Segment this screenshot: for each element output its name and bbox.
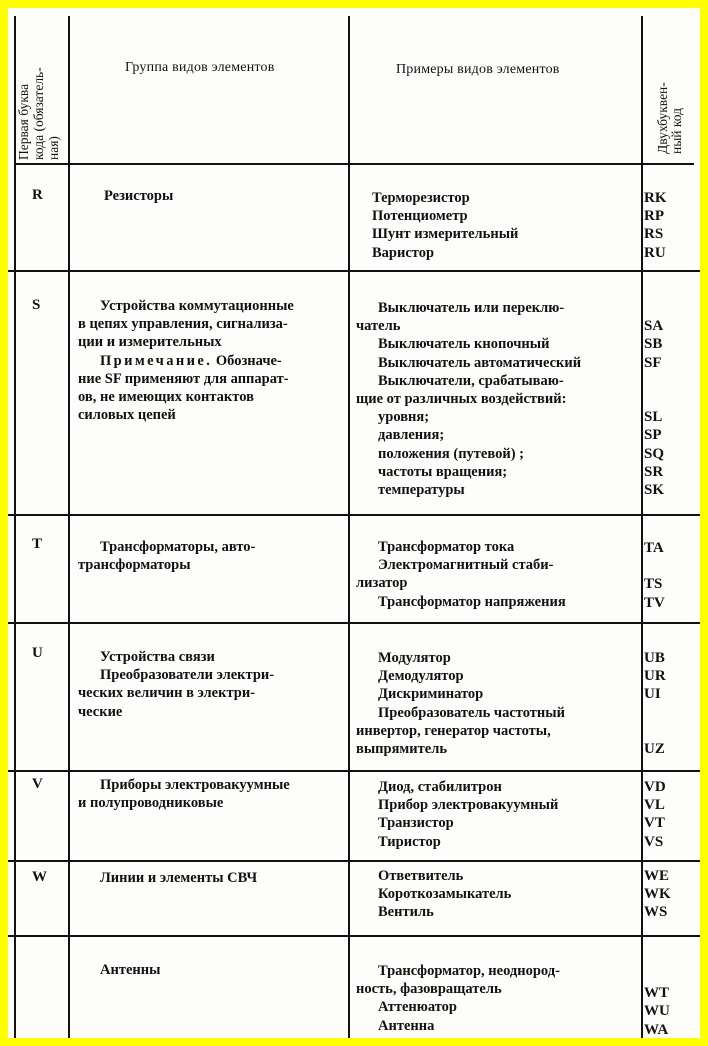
example-line: Потенциометр: [372, 208, 468, 225]
code: WS: [644, 904, 668, 921]
codes-cell: [644, 778, 694, 851]
example-line: Электромагнитный стаби-: [378, 557, 554, 574]
code: TV: [644, 594, 665, 611]
group-cell: [78, 187, 346, 205]
example-line: Ответвитель: [378, 868, 464, 884]
example-line: Прибор электровакуумный: [378, 797, 559, 814]
row-divider: [8, 935, 700, 937]
example-line: Выключатели, срабатываю-: [378, 372, 564, 389]
code: SA: [644, 318, 664, 335]
codes-cell: [644, 867, 694, 922]
group-line: Преобразователи электри-: [100, 667, 275, 684]
first-letter: W: [32, 869, 47, 885]
row-divider: [8, 860, 700, 862]
group-cell: [78, 961, 346, 979]
example-line: Антенна: [378, 1017, 435, 1034]
code: WK: [644, 886, 671, 903]
table-line-col4: [641, 16, 643, 1038]
examples-cell: [356, 778, 636, 851]
group-line: Приборы электровакуумные: [100, 777, 290, 793]
example-line: Терморезистор: [372, 190, 470, 206]
group-cell: [78, 776, 346, 812]
example-line: температуры: [378, 482, 465, 499]
header-divider: [14, 163, 694, 165]
first-letter: T: [32, 536, 43, 552]
code: RU: [644, 244, 666, 261]
group-cell: [78, 538, 346, 574]
code: UI: [644, 686, 661, 703]
example-line: Варистор: [372, 244, 435, 261]
example-line: положения (путевой) ;: [378, 445, 524, 462]
group-line: и полупроводниковые: [78, 795, 224, 812]
example-line: Демодулятор: [378, 668, 464, 685]
example-line: Дискриминатор: [378, 686, 484, 703]
header-examples: Примеры видов элементов: [396, 62, 560, 77]
code: SP: [644, 427, 662, 444]
group-line: Трансформаторы, авто-: [100, 539, 256, 555]
example-line: Выключатель или переклю-: [378, 300, 565, 316]
example-line: Трансформатор, неоднород-: [378, 963, 560, 979]
code: WA: [644, 1021, 669, 1038]
example-line: Выключатель автоматический: [378, 354, 582, 371]
code: SF: [644, 354, 662, 371]
code: SK: [644, 481, 665, 498]
note-text: Обозначе-: [212, 352, 282, 369]
group-line: силовых цепей: [78, 407, 176, 424]
code: UZ: [644, 740, 665, 757]
row-divider: [8, 270, 700, 272]
code: [644, 966, 694, 984]
table-line-left: [14, 16, 16, 1038]
code: RS: [644, 226, 664, 243]
group-cell: [78, 869, 346, 887]
example-line: чатель: [356, 318, 401, 335]
example-line: Тиристор: [378, 833, 441, 850]
example-line: Преобразователь частотный: [378, 704, 565, 721]
example-line: Транзистор: [378, 815, 454, 832]
group-cell: [78, 648, 346, 721]
table-line-col2: [68, 16, 70, 1038]
codes-cell: [644, 299, 694, 499]
header-col1-line: Первая буква: [16, 83, 31, 160]
example-line: лизатор: [356, 575, 408, 592]
code: TA: [644, 540, 664, 556]
example-line: Диод, стабилитрон: [378, 779, 502, 795]
example-line: щие от различных воздействий:: [356, 391, 567, 408]
group-line: в цепях управления, сигнализа-: [78, 316, 288, 333]
example-line: Трансформатор тока: [378, 539, 515, 555]
code: [644, 299, 694, 317]
code: RK: [644, 190, 667, 206]
code: VD: [644, 779, 666, 795]
table-line-col3: [348, 16, 350, 1038]
example-line: ность, фазовращатель: [356, 981, 502, 998]
example-line: частоты вращения;: [378, 463, 508, 480]
code: SB: [644, 336, 663, 353]
example-line: Вентиль: [378, 904, 434, 921]
first-letter: U: [32, 645, 43, 661]
group-line: Устройства коммутационные: [100, 298, 294, 314]
code: VS: [644, 833, 664, 850]
row-divider: [8, 770, 700, 772]
group-line: Устройства связи: [100, 649, 215, 665]
group-line: ов, не имеющих контактов: [78, 389, 254, 406]
example-line: Выключатель кнопочный: [378, 336, 550, 353]
code: SQ: [644, 445, 665, 462]
header-col4-line: Двухбуквен-: [655, 82, 670, 154]
code: VL: [644, 797, 665, 814]
code: RP: [644, 208, 664, 225]
code: SL: [644, 409, 663, 426]
example-line: инвертор, генератор частоты,: [356, 722, 551, 739]
first-letter: S: [32, 297, 41, 313]
code: UR: [644, 668, 666, 685]
example-line: Модулятор: [378, 650, 451, 666]
example-line: Короткозамыкатель: [378, 886, 512, 903]
examples-cell: [356, 867, 636, 922]
note-label: Примечание.: [100, 352, 213, 369]
group-line: Резисторы: [104, 188, 174, 204]
examples-cell: [356, 299, 636, 499]
codes-cell: [644, 966, 694, 1038]
examples-cell: [356, 189, 636, 262]
group-line: трансформаторы: [78, 557, 191, 574]
row-divider: [8, 622, 700, 624]
document-page: [8, 8, 700, 1038]
code: [644, 704, 694, 722]
examples-cell: [356, 649, 636, 758]
header-col4-line: ный код: [669, 108, 684, 154]
first-letter: R: [32, 187, 43, 203]
code: VT: [644, 815, 665, 832]
code: [644, 372, 694, 390]
code: TS: [644, 576, 663, 593]
codes-cell: [644, 649, 694, 758]
first-letter: V: [32, 776, 43, 792]
code: WT: [644, 985, 670, 1002]
group-line: ции и измерительных: [78, 334, 222, 351]
examples-cell: [356, 962, 636, 1035]
header-group: Группа видов элементов: [125, 60, 275, 75]
group-line: ческие: [78, 703, 123, 720]
example-line: давления;: [378, 427, 445, 444]
group-line: Антенны: [100, 962, 161, 978]
code: [644, 557, 694, 575]
code: UB: [644, 650, 665, 666]
group-line: ческих величин в электри-: [78, 685, 256, 702]
group-cell: [78, 297, 346, 424]
codes-cell: [644, 539, 694, 612]
row-divider: [8, 514, 700, 516]
code: SR: [644, 463, 664, 480]
group-line: ние SF применяют для аппарат-: [78, 370, 289, 387]
group-line: Линии и элементы СВЧ: [100, 870, 258, 886]
example-line: выпрямитель: [356, 741, 448, 758]
example-line: Трансформатор напряжения: [378, 593, 566, 610]
header-col1-line: кода (обязатель-: [31, 67, 46, 160]
examples-cell: [356, 538, 636, 611]
code: WU: [644, 1003, 670, 1020]
example-line: уровня;: [378, 409, 430, 426]
example-line: Аттенюатор: [378, 999, 457, 1016]
codes-cell: [644, 189, 694, 262]
example-line: Шунт измерительный: [372, 226, 519, 243]
code: [644, 722, 694, 740]
header-col1-line: ная): [46, 136, 61, 160]
group-note-line: [78, 352, 346, 370]
code: [644, 390, 694, 408]
code: WE: [644, 868, 670, 884]
